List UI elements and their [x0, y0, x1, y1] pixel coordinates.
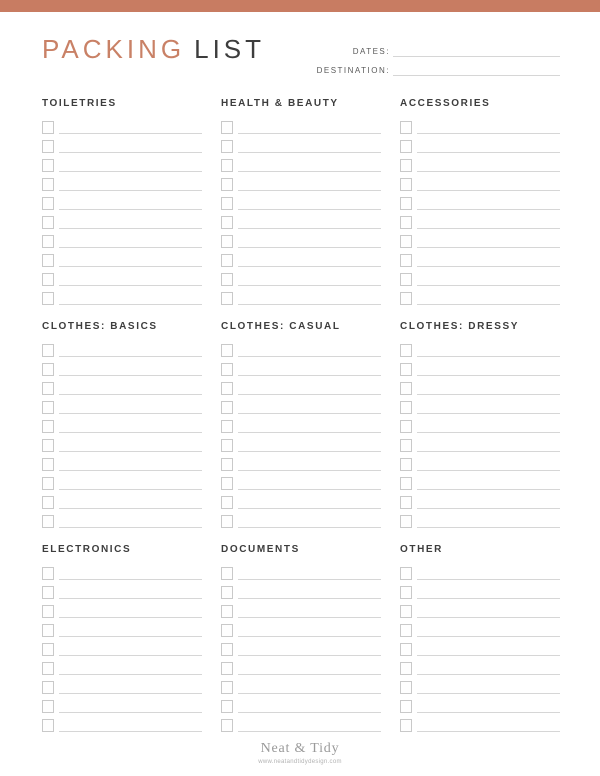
checklist-row [400, 713, 560, 732]
checklist-row [221, 656, 381, 675]
checklist-row [221, 267, 381, 286]
item-checkbox[interactable] [42, 662, 54, 675]
checklist-row [42, 191, 202, 210]
item-checkbox[interactable] [400, 719, 412, 732]
item-checkbox[interactable] [221, 344, 233, 357]
item-checkbox[interactable] [400, 292, 412, 305]
item-write-line[interactable] [238, 470, 381, 471]
section-health-beauty [221, 98, 381, 305]
item-write-line[interactable] [238, 432, 381, 433]
checklist-row [221, 229, 381, 248]
checklist-row [221, 286, 381, 305]
item-write-line[interactable] [417, 674, 560, 675]
item-write-line[interactable] [238, 489, 381, 490]
item-checkbox[interactable] [42, 121, 54, 134]
item-write-line[interactable] [238, 171, 381, 172]
item-write-line[interactable] [238, 247, 381, 248]
checklist-row [400, 338, 560, 357]
checklist-row [42, 357, 202, 376]
item-write-line[interactable] [59, 356, 202, 357]
checklist-row [221, 580, 381, 599]
item-checkbox[interactable] [221, 624, 233, 637]
checklist-row [42, 561, 202, 580]
checklist-row [42, 452, 202, 471]
checklist-row [400, 376, 560, 395]
accent-top-bar [0, 0, 600, 12]
checklist-row [221, 210, 381, 229]
item-checkbox[interactable] [42, 624, 54, 637]
item-checkbox[interactable] [42, 216, 54, 229]
item-checkbox[interactable] [400, 420, 412, 433]
section-title-electronics: ELECTRONICS [42, 544, 132, 555]
checklist-row [42, 286, 202, 305]
item-write-line[interactable] [417, 247, 560, 248]
checklist-row [400, 471, 560, 490]
checklist-row [400, 286, 560, 305]
item-write-line[interactable] [238, 356, 381, 357]
item-checkbox[interactable] [221, 643, 233, 656]
item-checkbox[interactable] [400, 496, 412, 509]
item-write-line[interactable] [59, 693, 202, 694]
item-write-line[interactable] [417, 171, 560, 172]
item-write-line[interactable] [417, 394, 560, 395]
item-write-line[interactable] [59, 508, 202, 509]
item-checkbox[interactable] [221, 254, 233, 267]
item-write-line[interactable] [417, 133, 560, 134]
checklist-row [221, 675, 381, 694]
item-checkbox[interactable] [400, 624, 412, 637]
item-write-line[interactable] [238, 209, 381, 210]
item-write-line[interactable] [417, 190, 560, 191]
checklist-row [400, 414, 560, 433]
checklist-row [400, 637, 560, 656]
checklist-row [400, 490, 560, 509]
item-write-line[interactable] [417, 636, 560, 637]
item-checkbox[interactable] [42, 567, 54, 580]
item-checkbox[interactable] [42, 401, 54, 414]
item-write-line[interactable] [238, 285, 381, 286]
checklist-row [221, 599, 381, 618]
item-checkbox[interactable] [400, 121, 412, 134]
item-checkbox[interactable] [42, 681, 54, 694]
item-checkbox[interactable] [221, 401, 233, 414]
checklist-row [42, 490, 202, 509]
item-checkbox[interactable] [400, 363, 412, 376]
checklist-row [400, 675, 560, 694]
checklist-row [42, 376, 202, 395]
checklist-row [400, 248, 560, 267]
section-accessories [400, 98, 560, 305]
item-write-line[interactable] [238, 190, 381, 191]
section-title-clothes-casual: CLOTHES: CASUAL [221, 321, 341, 332]
title-word-list: LIST [194, 34, 266, 64]
item-write-line[interactable] [238, 304, 381, 305]
item-write-line[interactable] [59, 712, 202, 713]
item-checkbox[interactable] [221, 273, 233, 286]
item-write-line[interactable] [417, 489, 560, 490]
item-checkbox[interactable] [400, 567, 412, 580]
checklist-row [42, 248, 202, 267]
item-checkbox[interactable] [221, 458, 233, 471]
destination-label: DESTINATION: [316, 66, 390, 75]
item-write-line[interactable] [59, 266, 202, 267]
item-write-line[interactable] [238, 413, 381, 414]
checklist-row [42, 433, 202, 452]
item-write-line[interactable] [59, 247, 202, 248]
item-checkbox[interactable] [221, 605, 233, 618]
item-checkbox[interactable] [42, 719, 54, 732]
checklist-row [221, 134, 381, 153]
checklist-row [400, 191, 560, 210]
item-write-line[interactable] [59, 527, 202, 528]
checklist-row [400, 452, 560, 471]
item-write-line[interactable] [238, 731, 381, 732]
item-write-line[interactable] [238, 674, 381, 675]
section-title-health-beauty: HEALTH & BEAUTY [221, 98, 339, 109]
item-write-line[interactable] [238, 375, 381, 376]
checklist-row [400, 357, 560, 376]
item-write-line[interactable] [59, 133, 202, 134]
item-checkbox[interactable] [400, 458, 412, 471]
checklist-row [42, 599, 202, 618]
item-write-line[interactable] [417, 228, 560, 229]
section-documents [221, 544, 381, 732]
item-write-line[interactable] [59, 470, 202, 471]
item-write-line[interactable] [238, 228, 381, 229]
section-other [400, 544, 560, 732]
item-checkbox[interactable] [400, 197, 412, 210]
item-checkbox[interactable] [42, 643, 54, 656]
item-write-line[interactable] [417, 527, 560, 528]
dates-input-line[interactable] [393, 56, 560, 57]
page-header [0, 34, 600, 75]
destination-field [317, 64, 560, 76]
checklist-row [42, 210, 202, 229]
checklist-row [400, 618, 560, 637]
item-checkbox[interactable] [221, 681, 233, 694]
checklist-row [221, 694, 381, 713]
item-write-line[interactable] [417, 617, 560, 618]
item-write-line[interactable] [238, 617, 381, 618]
item-checkbox[interactable] [400, 159, 412, 172]
item-write-line[interactable] [238, 152, 381, 153]
item-write-line[interactable] [59, 228, 202, 229]
checklist-row [400, 580, 560, 599]
item-write-line[interactable] [417, 655, 560, 656]
checklist-row [400, 153, 560, 172]
item-write-line[interactable] [417, 470, 560, 471]
checklist-row [400, 134, 560, 153]
checklist-row [221, 248, 381, 267]
header-fields [317, 45, 560, 83]
item-checkbox[interactable] [42, 586, 54, 599]
item-write-line[interactable] [59, 304, 202, 305]
item-checkbox[interactable] [42, 140, 54, 153]
item-checkbox[interactable] [42, 605, 54, 618]
item-write-line[interactable] [417, 508, 560, 509]
item-checkbox[interactable] [400, 439, 412, 452]
item-write-line[interactable] [417, 152, 560, 153]
checklist-row [221, 490, 381, 509]
section-title-clothes-basics: CLOTHES: BASICS [42, 321, 158, 332]
checklist-row [42, 414, 202, 433]
checklist-row [400, 210, 560, 229]
checklist-row [42, 153, 202, 172]
item-write-line[interactable] [59, 171, 202, 172]
destination-input-line[interactable] [393, 75, 560, 76]
section-title-clothes-dressy: CLOTHES: DRESSY [400, 321, 520, 332]
checklist-row [400, 509, 560, 528]
item-write-line[interactable] [238, 655, 381, 656]
section-title-accessories: ACCESSORIES [400, 98, 491, 109]
item-checkbox[interactable] [42, 420, 54, 433]
item-checkbox[interactable] [42, 515, 54, 528]
item-checkbox[interactable] [42, 273, 54, 286]
checklist-row [42, 713, 202, 732]
item-write-line[interactable] [238, 266, 381, 267]
item-write-line[interactable] [417, 356, 560, 357]
checklist-row [221, 376, 381, 395]
checklist-row [42, 267, 202, 286]
item-checkbox[interactable] [42, 700, 54, 713]
item-write-line[interactable] [59, 489, 202, 490]
item-write-line[interactable] [59, 617, 202, 618]
item-checkbox[interactable] [400, 515, 412, 528]
item-checkbox[interactable] [221, 159, 233, 172]
item-write-line[interactable] [238, 598, 381, 599]
checklist-row [221, 153, 381, 172]
item-checkbox[interactable] [221, 420, 233, 433]
page-footer [0, 741, 600, 766]
item-write-line[interactable] [417, 693, 560, 694]
item-checkbox[interactable] [221, 235, 233, 248]
item-checkbox[interactable] [42, 496, 54, 509]
item-checkbox[interactable] [221, 140, 233, 153]
checklist-row [42, 675, 202, 694]
item-checkbox[interactable] [221, 586, 233, 599]
item-checkbox[interactable] [42, 344, 54, 357]
checklist-row [221, 509, 381, 528]
section-title-toiletries: TOILETRIES [42, 98, 117, 109]
checklist-row [42, 471, 202, 490]
checklist-row [400, 267, 560, 286]
item-checkbox[interactable] [221, 216, 233, 229]
checklist-row [400, 694, 560, 713]
checklist-row [42, 618, 202, 637]
item-checkbox[interactable] [42, 382, 54, 395]
item-write-line[interactable] [417, 731, 560, 732]
checklist-row [42, 115, 202, 134]
checklist-row [400, 561, 560, 580]
item-write-line[interactable] [59, 413, 202, 414]
item-write-line[interactable] [417, 209, 560, 210]
checklist-row [221, 637, 381, 656]
dates-label: DATES: [352, 47, 390, 56]
checklist-row [221, 713, 381, 732]
section-clothes-casual [221, 321, 381, 528]
item-write-line[interactable] [238, 579, 381, 580]
checklist-row [221, 471, 381, 490]
item-checkbox[interactable] [221, 700, 233, 713]
item-write-line[interactable] [417, 598, 560, 599]
item-checkbox[interactable] [221, 567, 233, 580]
item-checkbox[interactable] [400, 700, 412, 713]
checklist-row [400, 433, 560, 452]
checklist-row [42, 694, 202, 713]
item-checkbox[interactable] [221, 515, 233, 528]
item-checkbox[interactable] [400, 477, 412, 490]
item-write-line[interactable] [417, 304, 560, 305]
item-checkbox[interactable] [400, 344, 412, 357]
checklist-row [400, 599, 560, 618]
sections-grid [42, 98, 560, 732]
item-write-line[interactable] [238, 508, 381, 509]
item-checkbox[interactable] [42, 235, 54, 248]
item-write-line[interactable] [238, 133, 381, 134]
item-write-line[interactable] [59, 674, 202, 675]
item-write-line[interactable] [238, 527, 381, 528]
item-checkbox[interactable] [42, 477, 54, 490]
section-electronics [42, 544, 202, 732]
section-title-documents: DOCUMENTS [221, 544, 300, 555]
checklist-row [400, 656, 560, 675]
item-write-line[interactable] [59, 579, 202, 580]
checklist-row [42, 580, 202, 599]
checklist-row [400, 172, 560, 191]
checklist-row [42, 656, 202, 675]
item-write-line[interactable] [59, 598, 202, 599]
checklist-row [221, 191, 381, 210]
checklist-row [42, 172, 202, 191]
checklist-row [400, 395, 560, 414]
item-checkbox[interactable] [400, 254, 412, 267]
item-checkbox[interactable] [400, 662, 412, 675]
checklist-row [221, 452, 381, 471]
item-write-line[interactable] [59, 152, 202, 153]
checklist-row [221, 338, 381, 357]
title-word-packing: PACKING [42, 34, 186, 64]
item-checkbox[interactable] [221, 178, 233, 191]
item-checkbox[interactable] [221, 662, 233, 675]
item-checkbox[interactable] [221, 496, 233, 509]
item-write-line[interactable] [417, 413, 560, 414]
item-checkbox[interactable] [221, 719, 233, 732]
checklist-row [221, 414, 381, 433]
item-write-line[interactable] [59, 451, 202, 452]
item-write-line[interactable] [59, 190, 202, 191]
checklist-row [42, 509, 202, 528]
item-checkbox[interactable] [221, 292, 233, 305]
item-checkbox[interactable] [400, 586, 412, 599]
checklist-row [42, 134, 202, 153]
item-write-line[interactable] [59, 636, 202, 637]
item-checkbox[interactable] [400, 216, 412, 229]
checklist-row [221, 561, 381, 580]
checklist-row [42, 637, 202, 656]
checklist-row [221, 618, 381, 637]
checklist-row [221, 395, 381, 414]
checklist-row [42, 395, 202, 414]
item-write-line[interactable] [417, 285, 560, 286]
checklist-row [221, 433, 381, 452]
item-write-line[interactable] [59, 394, 202, 395]
item-write-line[interactable] [417, 432, 560, 433]
checklist-row [400, 229, 560, 248]
item-checkbox[interactable] [42, 178, 54, 191]
item-write-line[interactable] [417, 375, 560, 376]
checklist-row [42, 229, 202, 248]
item-checkbox[interactable] [221, 382, 233, 395]
item-checkbox[interactable] [42, 254, 54, 267]
item-checkbox[interactable] [42, 292, 54, 305]
item-checkbox[interactable] [400, 605, 412, 618]
item-checkbox[interactable] [221, 439, 233, 452]
dates-field [317, 45, 560, 57]
brand-logo: Neat & Tidy [260, 741, 340, 756]
item-write-line[interactable] [59, 375, 202, 376]
item-checkbox[interactable] [221, 477, 233, 490]
checklist-row [221, 115, 381, 134]
item-checkbox[interactable] [400, 178, 412, 191]
item-checkbox[interactable] [42, 363, 54, 376]
checklist-row [42, 338, 202, 357]
item-checkbox[interactable] [221, 121, 233, 134]
item-checkbox[interactable] [221, 363, 233, 376]
section-clothes-dressy [400, 321, 560, 528]
item-checkbox[interactable] [42, 439, 54, 452]
item-write-line[interactable] [59, 209, 202, 210]
item-write-line[interactable] [238, 693, 381, 694]
section-clothes-basics [42, 321, 202, 528]
item-checkbox[interactable] [400, 273, 412, 286]
item-write-line[interactable] [59, 432, 202, 433]
item-checkbox[interactable] [400, 235, 412, 248]
item-write-line[interactable] [59, 285, 202, 286]
brand-website: www.neatandtidydesign.com [258, 759, 342, 765]
item-checkbox[interactable] [400, 140, 412, 153]
checklist-row [221, 357, 381, 376]
section-toiletries [42, 98, 202, 305]
item-write-line[interactable] [417, 266, 560, 267]
item-write-line[interactable] [238, 712, 381, 713]
item-write-line[interactable] [417, 451, 560, 452]
item-checkbox[interactable] [42, 458, 54, 471]
item-checkbox[interactable] [221, 197, 233, 210]
item-write-line[interactable] [238, 636, 381, 637]
item-write-line[interactable] [238, 451, 381, 452]
checklist-row [400, 115, 560, 134]
item-write-line[interactable] [417, 712, 560, 713]
item-write-line[interactable] [59, 731, 202, 732]
item-checkbox[interactable] [400, 382, 412, 395]
item-write-line[interactable] [417, 579, 560, 580]
checklist-row [221, 172, 381, 191]
section-title-other: OTHER [400, 544, 443, 555]
item-checkbox[interactable] [42, 197, 54, 210]
item-write-line[interactable] [238, 394, 381, 395]
item-checkbox[interactable] [400, 401, 412, 414]
item-checkbox[interactable] [400, 681, 412, 694]
item-write-line[interactable] [59, 655, 202, 656]
item-checkbox[interactable] [42, 159, 54, 172]
item-checkbox[interactable] [400, 643, 412, 656]
